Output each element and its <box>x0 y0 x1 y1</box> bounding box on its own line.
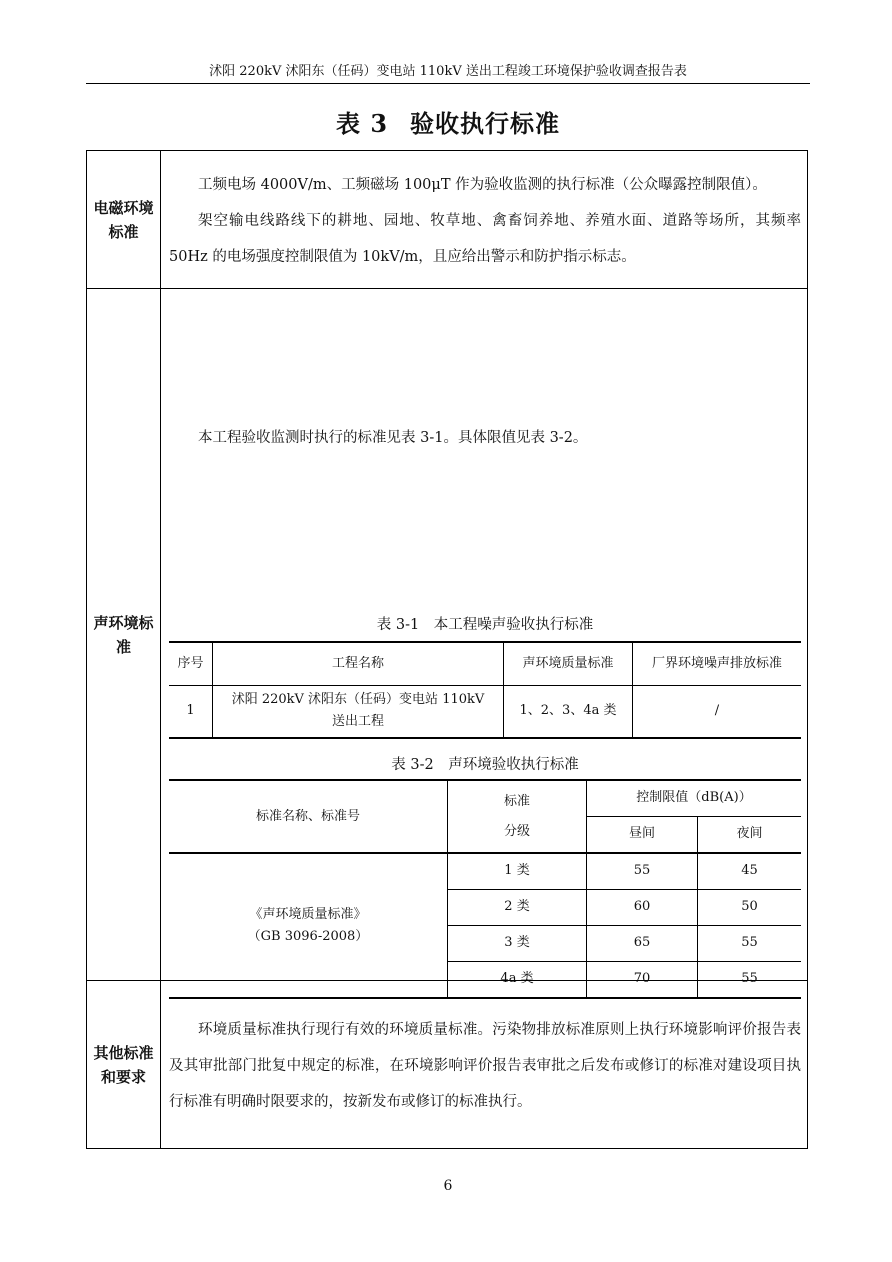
t2-standard-code: （GB 3096-2008） <box>247 928 369 944</box>
t1-cell-quality: 1、2、3、4a 类 <box>504 685 633 738</box>
t2-night-2: 50 <box>698 889 802 925</box>
noise-section <box>87 288 807 987</box>
t1-header-name: 工程名称 <box>213 642 504 685</box>
t2-header-name: 标准名称、标准号 <box>169 780 448 853</box>
t2-standard-name: 《声环境质量标准》 <box>249 906 367 922</box>
standards-table <box>86 150 808 1149</box>
other-paragraph: 环境质量标准执行现行有效的环境质量标准。污染物排放标准原则上执行环境影响评价报告表及其审批部门批复中规定的标准，在环境影响评价报告表审批之后发布或修订的标准对建设项目执行标准有明确时限要求的，按新发布或修订的标准执行。 <box>169 1022 801 1110</box>
t2-header-class-text: 标准分级 <box>503 793 530 839</box>
t2-night-1: 45 <box>698 853 802 889</box>
other-label: 其他标准和要求 <box>87 981 161 1149</box>
em-paragraph-1: 工频电场 4000V/m、工频磁场 100μT 作为验收监测的执行标准（公众曝露控制限值）。 <box>198 177 767 193</box>
t2-standard-cell <box>169 853 448 998</box>
em-paragraph-2: 架空输电线路线下的耕地、园地、牧草地、禽畜饲养地、养殖水面、道路等场所，其频率 50Hz 的电场强度控制限值为 10kV/m，且应给出警示和防护指示标志。 <box>169 213 801 265</box>
t1-cell-no: 1 <box>169 685 213 738</box>
t2-day-4: 70 <box>587 961 698 998</box>
t2-night-3: 55 <box>698 925 802 961</box>
t2-header-night: 夜间 <box>698 816 802 853</box>
t2-night-4: 55 <box>698 961 802 998</box>
running-header: 沭阳 220kV 沭阳东（任码）变电站 110kV 送出工程竣工环境保护验收调查报告表 <box>209 64 687 79</box>
t1-cell-boundary: / <box>633 685 802 738</box>
title-text: 验收执行标准 <box>410 109 561 138</box>
em-content <box>161 151 807 288</box>
title-prefix: 表 3 <box>335 109 389 138</box>
page-number: 6 <box>443 1178 453 1194</box>
noise-label: 声环境标准 <box>87 289 161 981</box>
t2-day-2: 60 <box>587 889 698 925</box>
t2-header-limit: 控制限值（dB(A)） <box>587 780 802 816</box>
table-3-1-caption-text: 表 3-1 本工程噪声验收执行标准 <box>376 617 594 633</box>
noise-intro: 本工程验收监测时执行的标准见表 3-1。具体限值见表 3-2。 <box>198 430 588 446</box>
noise-content <box>161 289 807 987</box>
t1-header-quality: 声环境质量标准 <box>504 642 633 685</box>
t1-header-no: 序号 <box>169 642 213 685</box>
table-3-2-caption: 表 3-2 声环境验收执行标准 <box>391 757 579 773</box>
t1-header-boundary: 厂界环境噪声排放标准 <box>633 642 802 685</box>
em-label: 电磁环境标准 <box>87 151 161 288</box>
t2-class-3: 3 类 <box>448 925 587 961</box>
t2-day-1: 55 <box>587 853 698 889</box>
t2-class-4: 4a 类 <box>448 961 587 998</box>
other-section <box>87 980 807 1149</box>
t2-class-2: 2 类 <box>448 889 587 925</box>
t2-header-class <box>448 780 587 853</box>
page-title <box>86 104 810 139</box>
header-rule <box>86 83 810 84</box>
other-content <box>161 981 807 1149</box>
t1-cell-name: 沭阳 220kV 沭阳东（任码）变电站 110kV 送出工程 <box>213 685 504 738</box>
t2-day-3: 65 <box>587 925 698 961</box>
em-section <box>87 151 807 288</box>
table-3-2 <box>169 779 801 999</box>
t2-class-1: 1 类 <box>448 853 587 889</box>
table-3-1 <box>169 641 801 739</box>
t2-header-day: 昼间 <box>587 816 698 853</box>
